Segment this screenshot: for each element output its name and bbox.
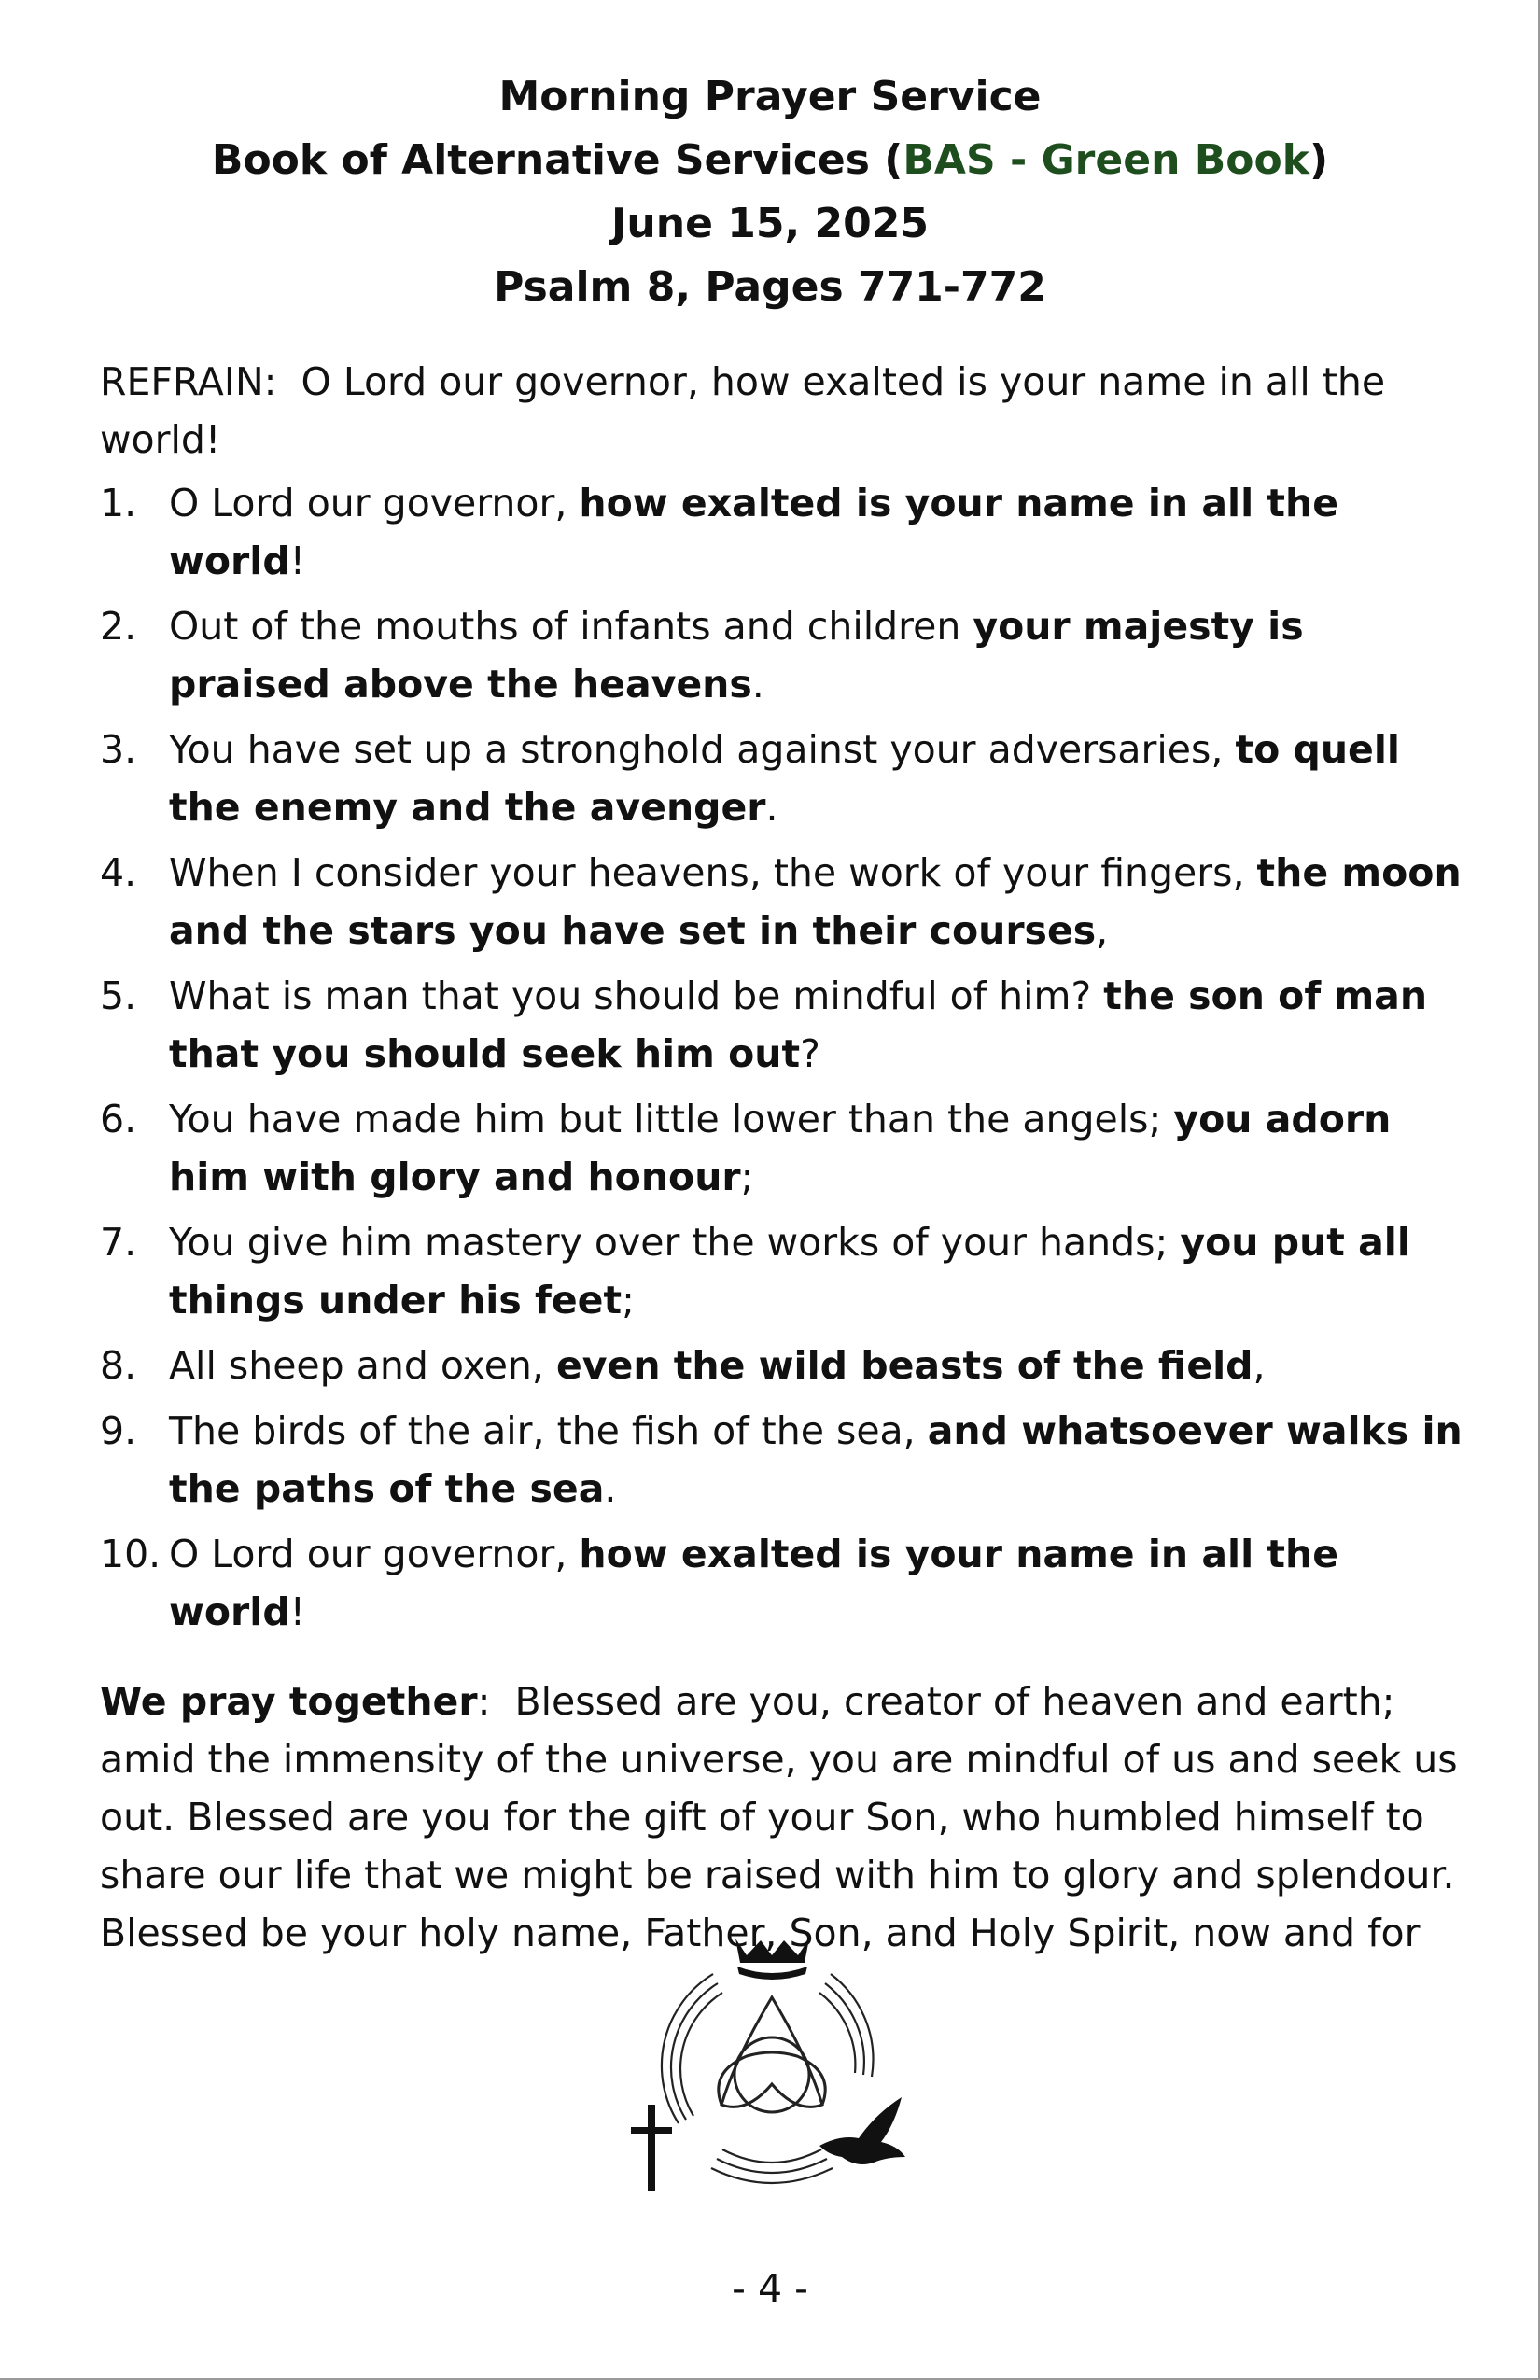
- verse-text: [169, 1213, 1463, 1329]
- psalm-verse: [100, 1525, 1463, 1641]
- prayer-label: We pray together: [100, 1679, 478, 1724]
- verse-plain: What is man that you should be mindful of him?: [169, 973, 1104, 1018]
- verse-plain: You have set up a stronghold against your adversaries,: [169, 727, 1236, 772]
- verse-text: [169, 1337, 1463, 1394]
- dove-icon: [819, 2097, 905, 2164]
- book-suffix: ): [1309, 136, 1329, 184]
- verse-bold: the son of man that you should seek him out: [169, 973, 1428, 1076]
- psalm-reference: Psalm 8, Pages 771-772: [494, 263, 1046, 311]
- verse-number: 7.: [100, 1220, 137, 1265]
- verse-bold: even the wild beasts of the field: [556, 1343, 1253, 1388]
- verse-text: [169, 967, 1463, 1083]
- verse-text: [169, 721, 1463, 836]
- header: [0, 65, 1540, 319]
- verse-plain: When I consider your heavens, the work of your fingers,: [169, 850, 1257, 895]
- verse-number: 5.: [100, 973, 137, 1018]
- psalm-verse: [100, 967, 1463, 1083]
- verse-number: 3.: [100, 727, 137, 772]
- prayer-text: Blessed are you, creator of heaven and earth; amid the immensity of the universe, you are mindful of us and seek us out. Blessed are you for the gift of your Son, who humbled himself to share our life that we might be raised with him to glory and splendour. Blessed be your holy name, Father, Son, and Holy Spirit, now and for: [100, 1679, 1458, 1955]
- verse-text: [169, 597, 1463, 713]
- verse-end: !: [289, 1589, 306, 1634]
- psalm-verse: [100, 1213, 1463, 1329]
- verse-plain: You give him mastery over the works of your hands;: [169, 1220, 1181, 1265]
- cross-icon: [631, 2105, 672, 2191]
- psalm-verse: [100, 1337, 1463, 1394]
- verse-number: 9.: [100, 1408, 137, 1453]
- refrain-label: REFRAIN:: [100, 359, 277, 404]
- psalm-verse: [100, 474, 1463, 590]
- verse-bold: your majesty is praised above the heavens: [169, 604, 1304, 707]
- verse-text: [169, 1525, 1463, 1641]
- verse-text: [169, 844, 1463, 959]
- book-highlight: BAS - Green Book: [903, 136, 1309, 184]
- psalm-verse: [100, 844, 1463, 959]
- service-date: June 15, 2025: [611, 200, 929, 247]
- verse-number: 10.: [100, 1532, 161, 1576]
- psalm-verse: [100, 721, 1463, 836]
- verse-plain: The birds of the air, the fish of the sea,: [169, 1408, 928, 1453]
- verse-end: ;: [622, 1278, 635, 1323]
- verse-plain: You have made him but little lower than the angels;: [169, 1097, 1174, 1141]
- verse-text: [169, 1090, 1463, 1206]
- psalm-verse-list: [100, 474, 1463, 1641]
- triquetra-icon: [719, 1997, 825, 2112]
- verse-bold: and whatsoever walks in the paths of the sea: [169, 1408, 1463, 1511]
- verse-bold: how exalted is your name in all the world: [169, 481, 1339, 583]
- service-title: Morning Prayer Service: [498, 73, 1042, 120]
- verse-plain: Out of the mouths of infants and children: [169, 604, 973, 649]
- verse-bold: to quell the enemy and the avenger: [169, 727, 1400, 830]
- refrain-text: O Lord our governor, how exalted is your name in all the world!: [100, 359, 1386, 462]
- psalm-verse: [100, 597, 1463, 713]
- book-prefix: Book of Alternative Services (: [211, 136, 903, 184]
- book-title: [0, 129, 1540, 192]
- verse-end: ,: [1253, 1343, 1266, 1388]
- main-content: [100, 353, 1463, 1962]
- refrain: [100, 353, 1463, 469]
- trinity-emblem-icon: [625, 1918, 919, 2203]
- page-number: - 4 -: [732, 2266, 808, 2311]
- crown-icon: [735, 1939, 809, 1980]
- verse-text: [169, 1402, 1463, 1518]
- verse-bold: you adorn him with glory and honour: [169, 1097, 1392, 1199]
- prayer-colon: :: [477, 1679, 491, 1724]
- verse-bold: how exalted is your name in all the world: [169, 1532, 1339, 1634]
- verse-number: 4.: [100, 850, 137, 895]
- psalm-verse: [100, 1090, 1463, 1206]
- verse-end: ;: [740, 1155, 754, 1199]
- verse-end: ,: [1096, 908, 1109, 953]
- verse-bold: you put all things under his feet: [169, 1220, 1410, 1323]
- verse-end: ?: [800, 1031, 820, 1076]
- verse-end: .: [751, 662, 764, 707]
- psalm-verse: [100, 1402, 1463, 1518]
- verse-end: .: [604, 1466, 617, 1511]
- verse-text: [169, 474, 1463, 590]
- verse-bold: the moon and the stars you have set in their courses: [169, 850, 1462, 953]
- verse-number: 1.: [100, 481, 137, 525]
- verse-plain: O Lord our governor,: [169, 1532, 580, 1576]
- verse-plain: All sheep and oxen,: [169, 1343, 556, 1388]
- verse-number: 2.: [100, 604, 137, 649]
- verse-number: 8.: [100, 1343, 137, 1388]
- verse-end: !: [289, 539, 306, 583]
- verse-number: 6.: [100, 1097, 137, 1141]
- verse-end: .: [765, 785, 778, 830]
- verse-plain: O Lord our governor,: [169, 481, 580, 525]
